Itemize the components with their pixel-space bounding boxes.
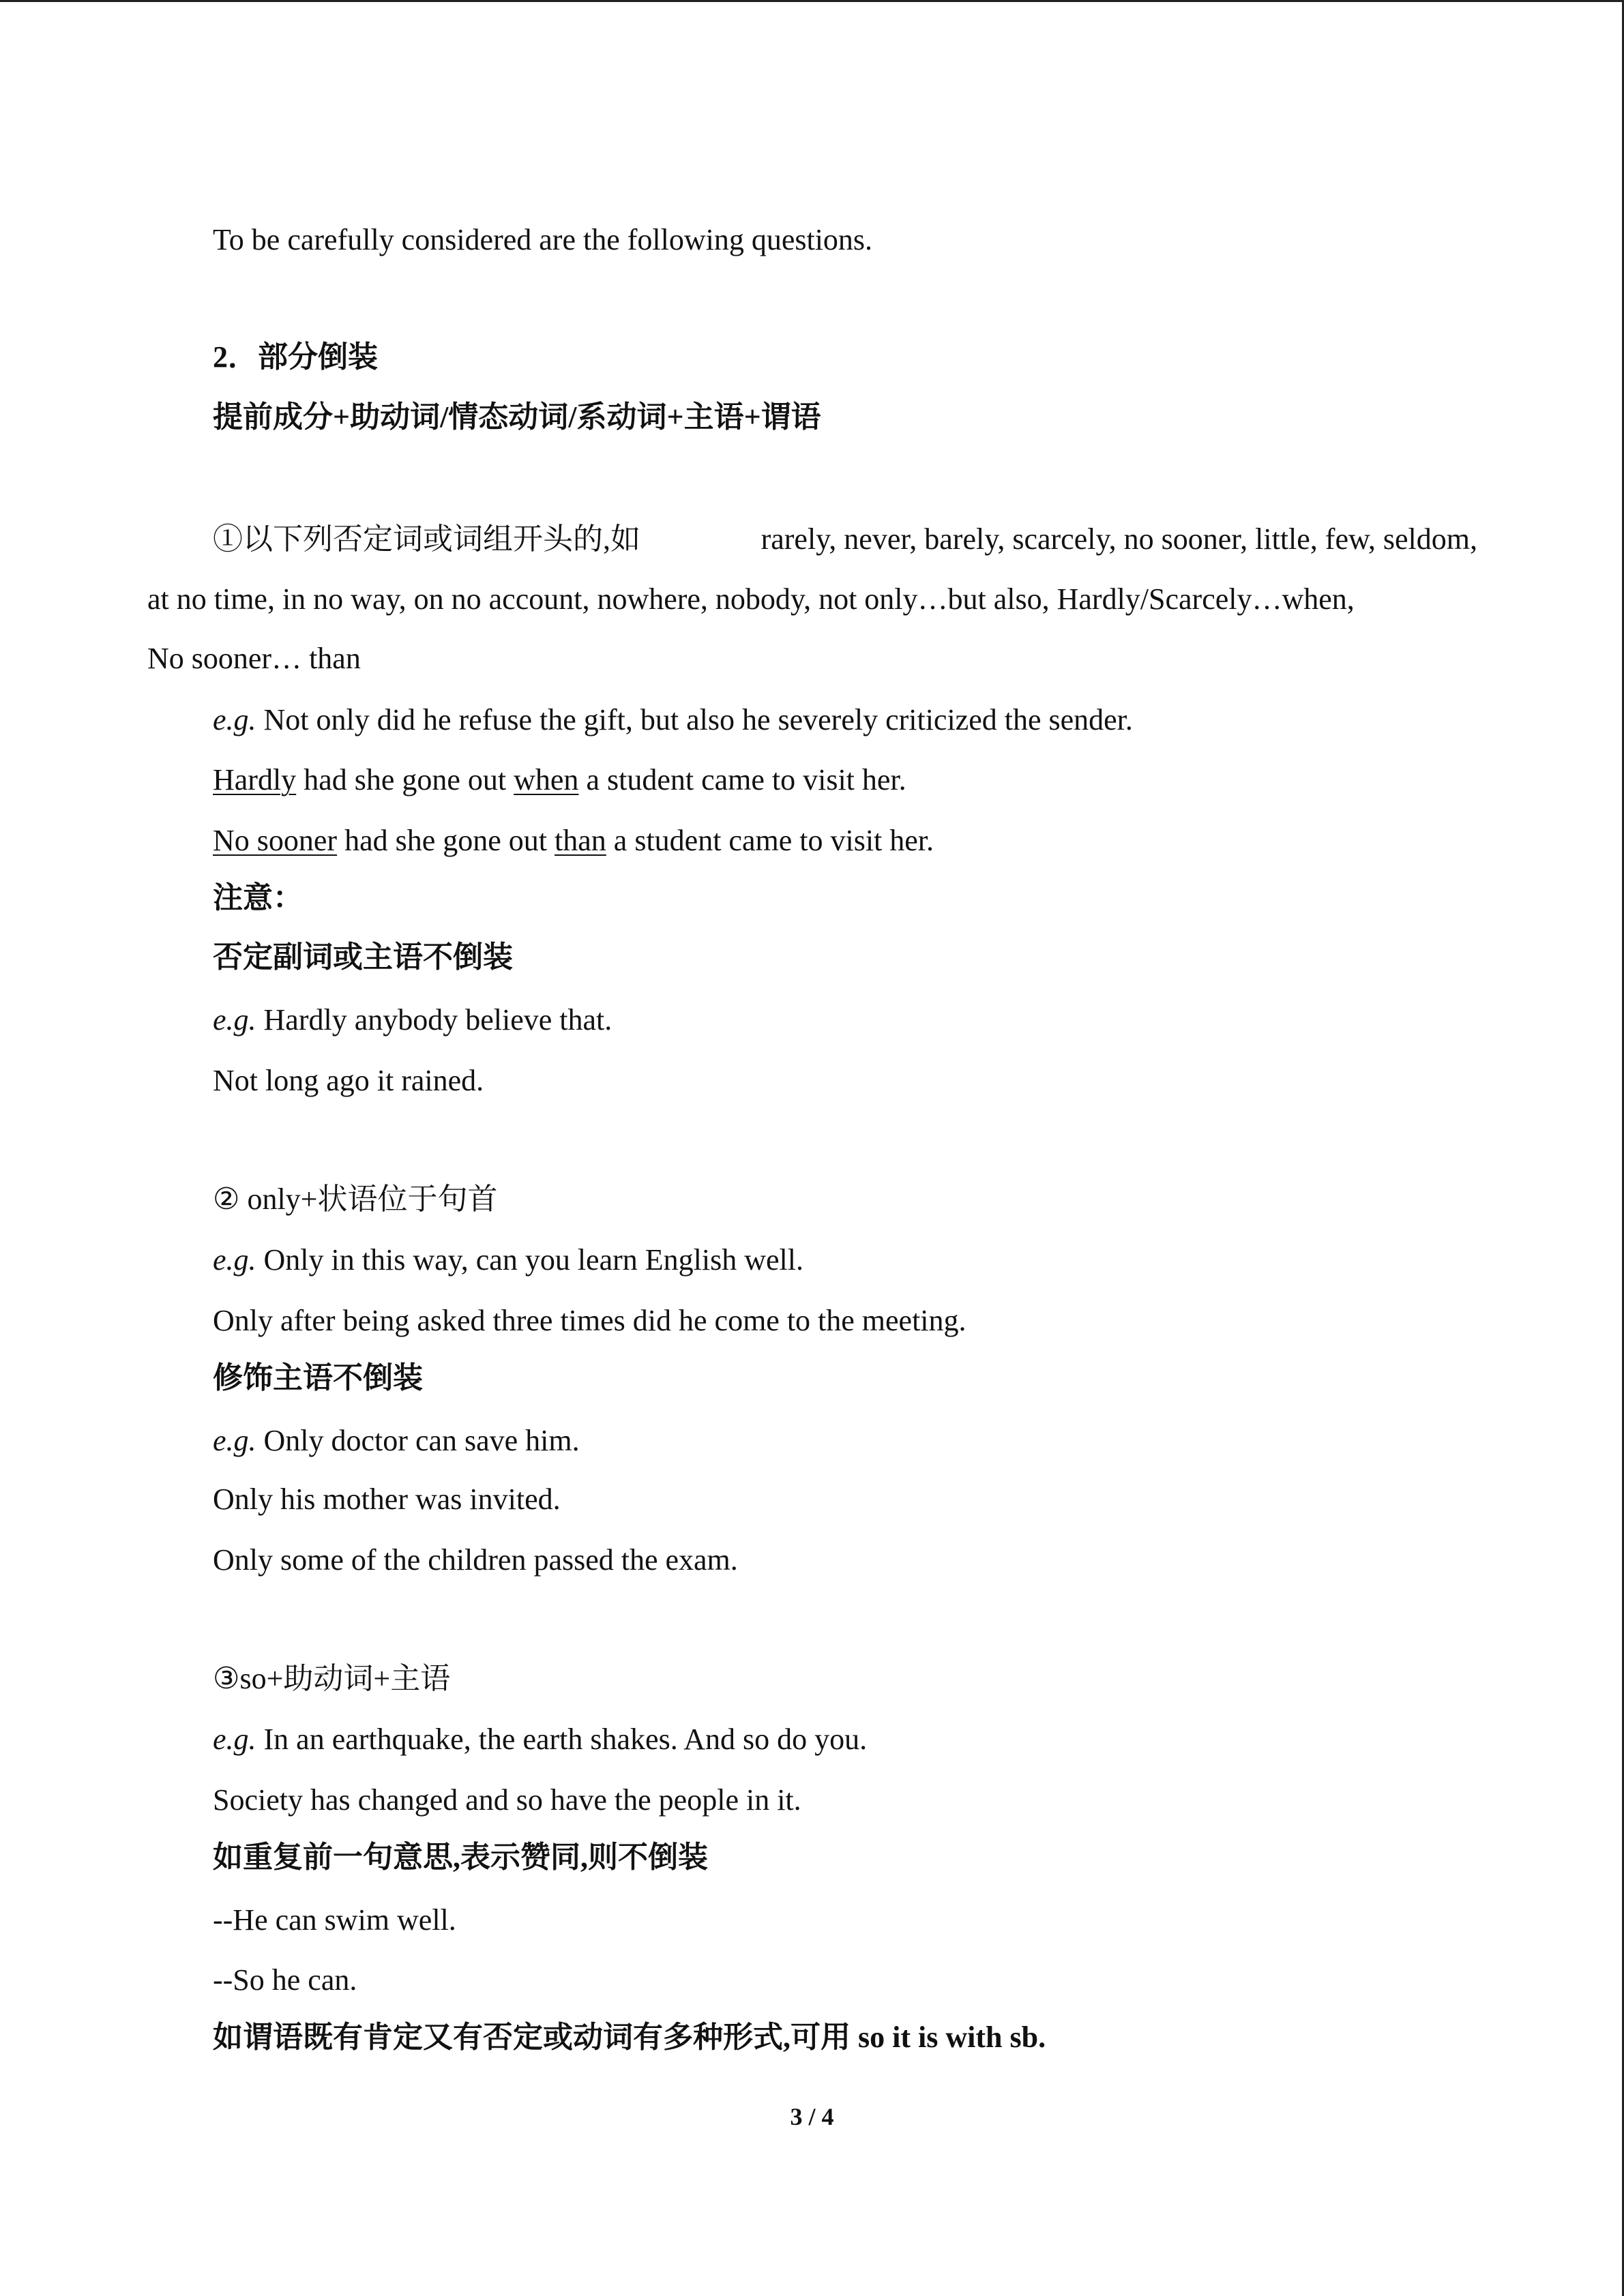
eg-label: e.g. [213, 1243, 256, 1277]
eg-label: e.g. [213, 1003, 256, 1037]
example-7: Only after being asked three times did he come to the meeting. [213, 1304, 966, 1337]
example-6 [213, 1240, 803, 1281]
example-5: Not long ago it rained. [213, 1064, 484, 1097]
rule-1-words: rarely, never, barely, scarcely, no sooner, little, few, seldom, [761, 522, 1477, 556]
example-11 [213, 1719, 867, 1760]
rule-3-note: 如重复前一句意思,表示赞同,则不倒装 [213, 1840, 708, 1874]
rule-1-line-a [213, 519, 1477, 560]
example-6-text: Only in this way, can you learn English well. [256, 1243, 803, 1277]
rule-3-note-2 [213, 2017, 1046, 2058]
example-3-underline-2: than [555, 824, 606, 857]
example-8 [213, 1420, 580, 1461]
section-formula: 提前成分+助动词/情态动词/系动词+主语+谓语 [213, 400, 821, 434]
example-2-underline-1: Hardly [213, 763, 297, 796]
dialogue-line-1: --He can swim well. [213, 1903, 456, 1937]
rule-3-heading: ③so+助动词+主语 [213, 1662, 451, 1695]
example-2 [213, 760, 906, 801]
example-11-text: In an earthquake, the earth shakes. And so do you. [256, 1723, 868, 1756]
example-3-mid: had she gone out [337, 824, 555, 857]
eg-label: e.g. [213, 1424, 256, 1457]
rule-3-note-2-en: so it is with sb. [858, 2021, 1046, 2054]
example-9: Only his mother was invited. [213, 1482, 561, 1516]
section-heading-2: 2．部分倒装 [213, 340, 378, 374]
example-4-text: Hardly anybody believe that. [256, 1003, 612, 1037]
example-2-mid: had she gone out [296, 763, 514, 796]
rule-1-prefix: ①以下列否定词或词组开头的,如 [213, 522, 640, 556]
rule-2-heading: ② only+状语位于句首 [213, 1182, 498, 1216]
text-line-1: To be carefully considered are the following questions. [213, 223, 873, 256]
eg-label: e.g. [213, 1723, 256, 1756]
rule-2-note: 修饰主语不倒装 [213, 1361, 423, 1395]
example-8-text: Only doctor can save him. [256, 1424, 580, 1457]
example-3-underline-1: No sooner [213, 824, 338, 857]
example-3 [213, 820, 934, 861]
example-1 [213, 700, 1133, 741]
example-4 [213, 1000, 612, 1041]
note-rule: 否定副词或主语不倒装 [213, 940, 513, 974]
example-2-end: a student came to visit her. [578, 763, 906, 796]
rule-1-line-c: No sooner… than [147, 642, 361, 675]
example-12: Society has changed and so have the people in it. [213, 1783, 801, 1817]
example-10: Only some of the children passed the exam. [213, 1543, 738, 1577]
note-label: 注意： [213, 881, 303, 914]
example-3-end: a student came to visit her. [606, 824, 934, 857]
rule-3-note-2-cn: 如谓语既有肯定又有否定或动词有多种形式,可用 [213, 2021, 858, 2054]
page-number: 3 / 4 [790, 2103, 834, 2130]
example-2-underline-2: when [514, 763, 579, 796]
dialogue-line-2: --So he can. [213, 1963, 357, 1997]
eg-label: e.g. [213, 703, 256, 736]
rule-1-line-b: at no time, in no way, on no account, nowhere, nobody, not only…but also, Hardly/Scarcely…when, [147, 582, 1355, 616]
example-1-text: Not only did he refuse the gift, but also he severely criticized the sender. [256, 703, 1133, 736]
